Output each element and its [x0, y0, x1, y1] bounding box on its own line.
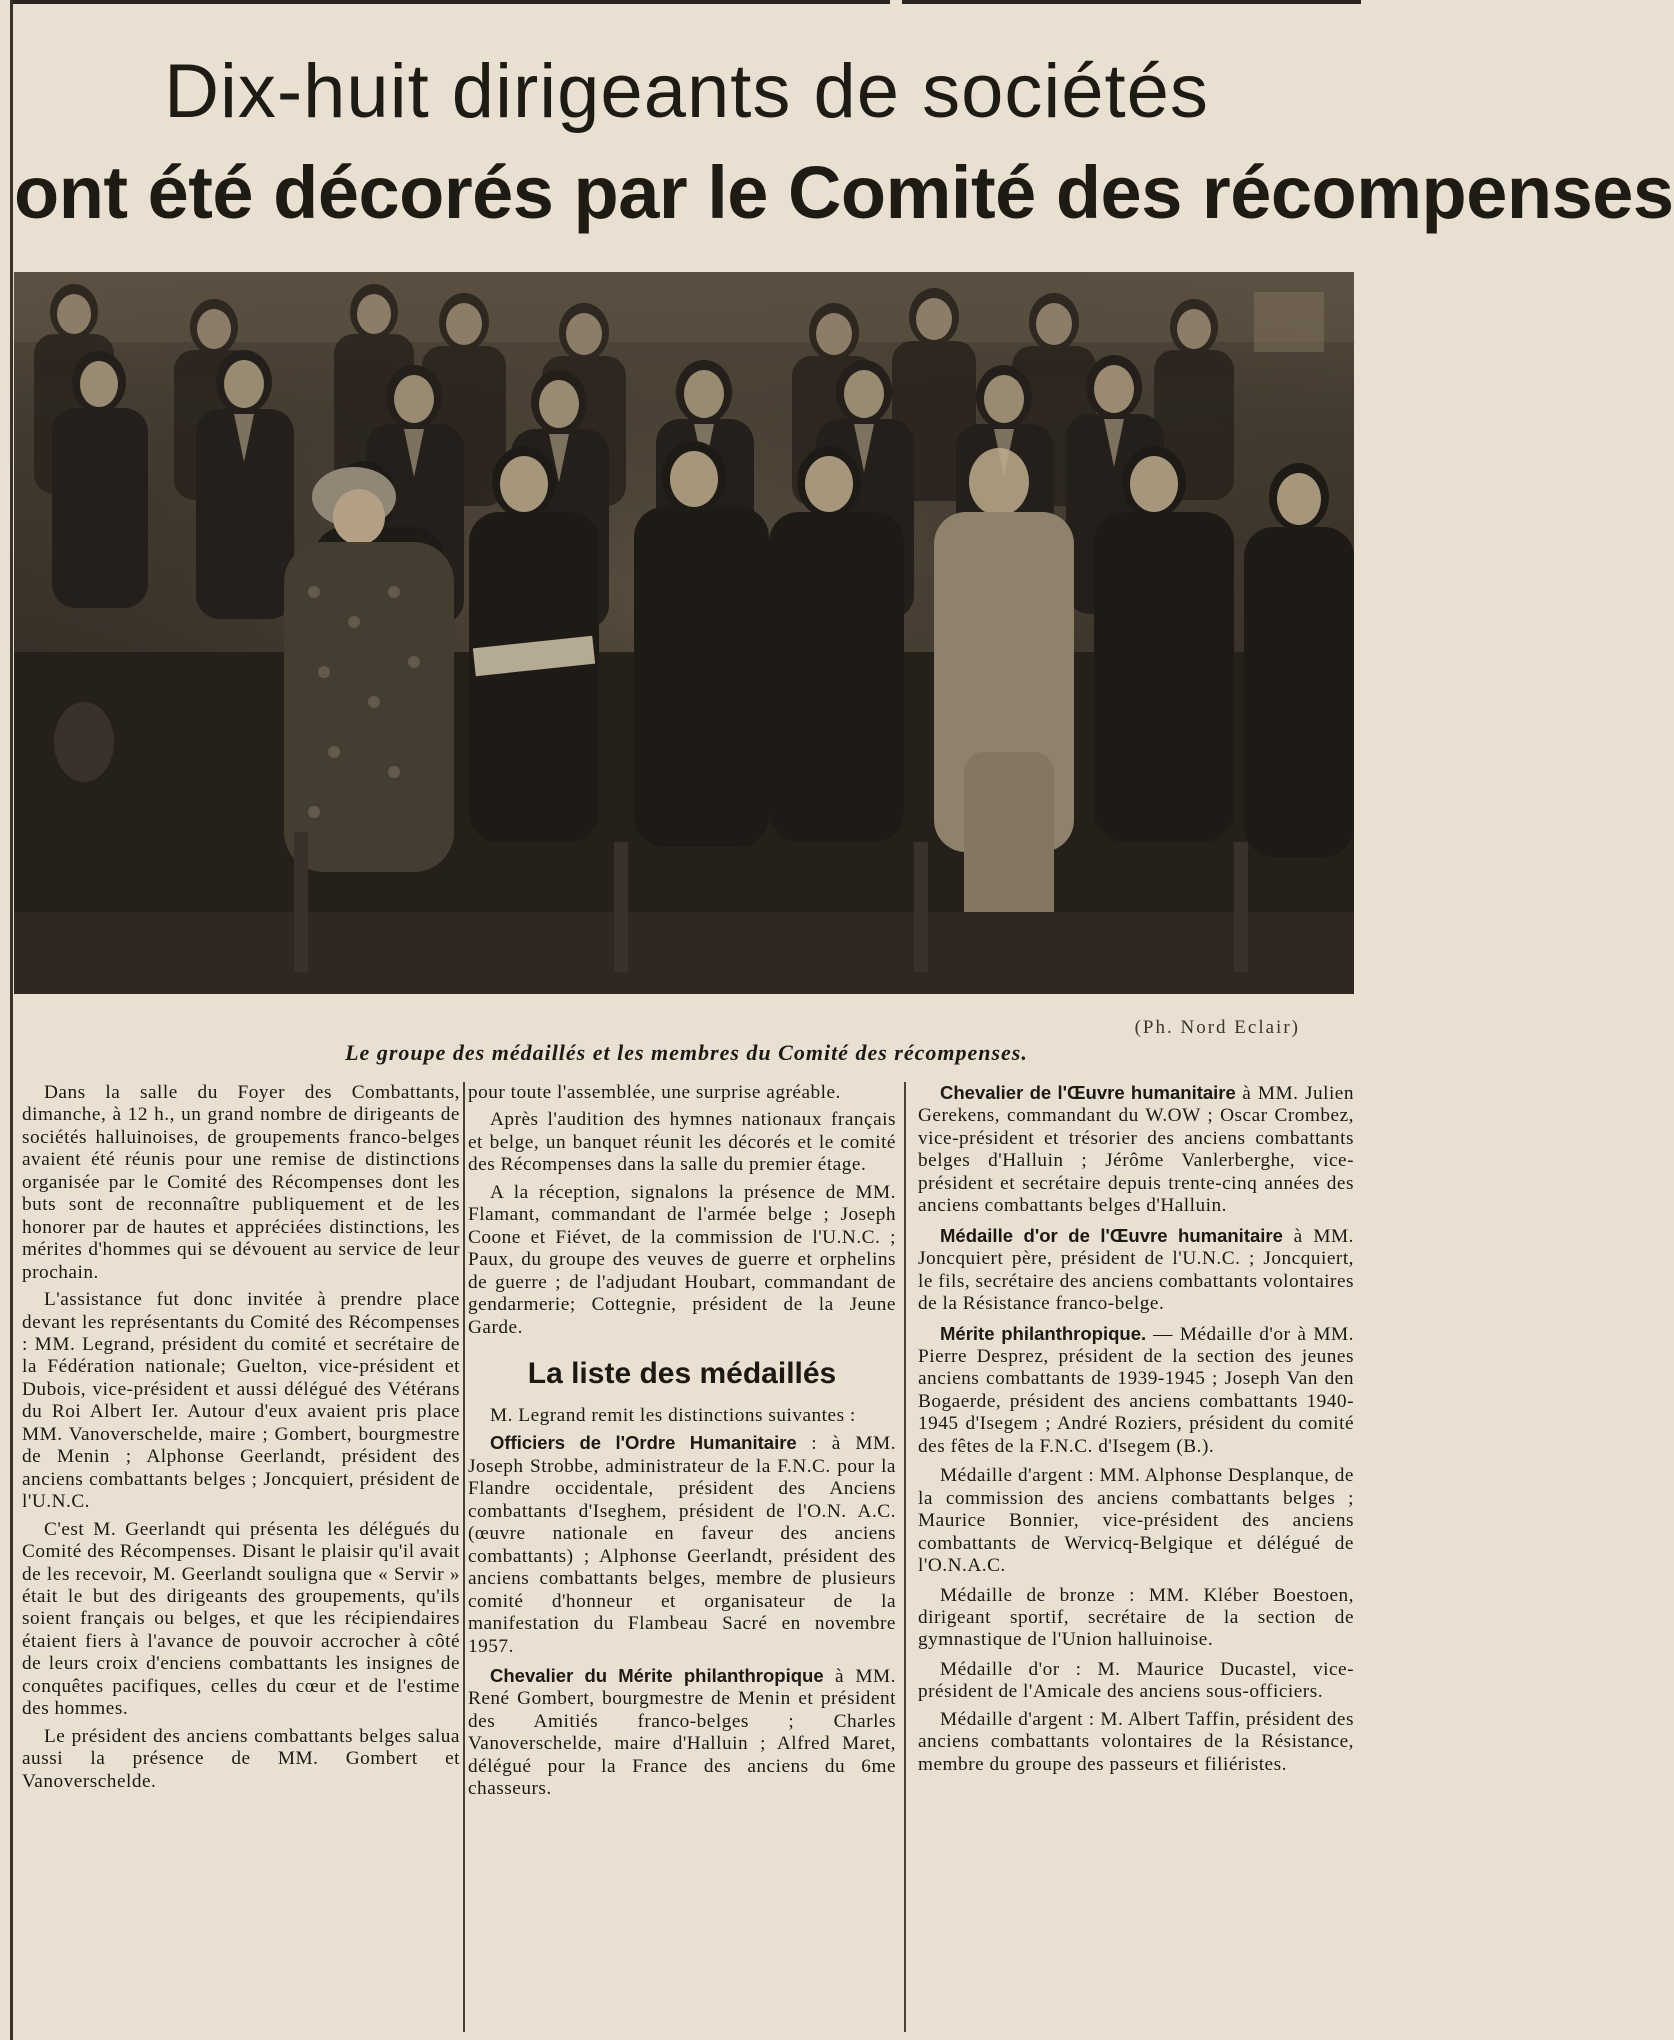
award-entry: [468, 1665, 896, 1801]
article-column-1: [22, 1082, 460, 2032]
paragraph: Médaille de bronze : MM. Kléber Boestoen, dirigeant sportif, secrétaire de la section de gymnastique de l'Union halluinoise.: [918, 1584, 1354, 1651]
award-title: Chevalier de l'Œuvre humanitaire: [940, 1082, 1236, 1103]
headline-line-1: Dix-huit dirigeants de sociétés: [164, 49, 1209, 134]
award-title: Officiers de l'Ordre Humanitaire: [490, 1432, 797, 1454]
top-rule-gap: [890, 0, 902, 6]
column-divider-2: [904, 1082, 906, 2032]
award-text: : à MM. Joseph Strobbe, administrateur de la F.N.C. pour la Flandre occidentale, président des Anciens combattants d'Iseghem, président de l'O.N. A.C. (œuvre nationale en faveur des anciens combattants) ; Alphonse Geerlandt, président des anciens combattants belges, membre de plusieurs comité d'honneur et organisateur de la manifestation du Flambeau Sacré en novembre 1957.: [468, 1433, 897, 1657]
paragraph: Dans la salle du Foyer des Combattants, dimanche, à 12 h., un grand nombre de dirigeants de sociétés halluinoises, de groupements franco-belges avaient été réunis pour une remise de distinctions organisée par le Comité des Récompenses dont les buts sont de reconnaître publiquement et de les honorer par de hautes et appréciées distinctions, les mérites d'hommes qui se dévouent au service de leur prochain.: [22, 1082, 460, 1283]
top-rule: [12, 0, 1361, 4]
group-photo: [14, 272, 1354, 994]
award-text: — Médaille d'or à MM. Pierre Desprez, président de la section des jeunes anciens combattants de 1939-1945 ; Joseph Van den Bogaerde, président des anciens combattants 1940-1945 d'Isegem ; André Roziers, président du comité des fêtes de la F.N.C. d'Isegem (B.).: [918, 1323, 1354, 1457]
paragraph: M. Legrand remit les distinctions suivantes :: [490, 1404, 856, 1426]
paragraph: A la réception, signalons la présence de MM. Flamant, commandant de l'armée belge ; Joseph Coone et Fiévet, de la commission de l'U.N.C. ; Paux, du groupe des veuves de guerre et orphelins de guerre ; de l'adjudant Houbart, commandant de gendarmerie; Cottegnie, président de la Jeune Garde.: [468, 1181, 896, 1338]
award-entry: [918, 1082, 1354, 1218]
left-rule: [10, 0, 13, 2040]
paragraph: C'est M. Geerlandt qui présenta les délégués du Comité des Récompenses. Disant le plaisir qu'il avait de les recevoir, M. Geerlandt souligna que « Servir » était le but des dirigeants des groupements, qu'ils soient français ou belges, et que les récipiendaires étaient fiers à l'avance de pouvoir accrocher à côté de leurs croix d'enciens combattants les insignes de conquêtes pacifiques, celles du cœur et de l'estime des hommes.: [22, 1518, 460, 1720]
group-photo-illustration: [14, 272, 1354, 994]
section-heading: La liste des médaillés: [527, 1356, 837, 1390]
article-column-2: [468, 1082, 896, 2032]
headline-line-2: ont été décorés par le Comité des récompenses: [14, 151, 1674, 234]
award-entry: [918, 1323, 1354, 1459]
award-text: à MM. Julien Gerekens, commandant du W.OW ; Oscar Crombez, vice-président et trésorier des anciens combattants belges d'Halluin ; Jérôme Vanlerberghe, vice-président et secrétaire depuis trente-cinq années des anciens combattants belges d'Halluin.: [918, 1083, 1354, 1217]
award-title: Chevalier du Mérite philanthropique: [490, 1664, 824, 1686]
award-entry: [918, 1225, 1354, 1316]
paragraph: Médaille d'or : M. Maurice Ducastel, vice-président de l'Amicale des anciens sous-officiers.: [918, 1658, 1354, 1703]
award-title: Mérite philanthropique.: [940, 1322, 1147, 1344]
photo-credit: (Ph. Nord Eclair): [1134, 1017, 1300, 1038]
article-column-3: [918, 1082, 1354, 2032]
paragraph: Médaille d'argent : MM. Alphonse Desplanque, de la commission des anciens combattants belges ; Maurice Bonnier, vice-président des anciens combattants de Wervicq-Belgique et délégué de l'O.N.A.C.: [918, 1465, 1354, 1577]
paragraph: Après l'audition des hymnes nationaux français et belge, un banquet réunit les décorés et le comité des Récompenses dans la salle du premier étage.: [468, 1109, 896, 1176]
paragraph: L'assistance fut donc invitée à prendre place devant les représentants du Comité des Récompenses : MM. Legrand, président du comité et secrétaire de la Fédération nationale; Guelton, vice-président et Dubois, vice-président et aussi délégué des Vétérans du Roi Albert Ier. Autour d'eux avaient pris place MM. Vanoverschelde, maire ; Gombert, bourgmestre de Menin ; Alphonse Geerlandt, président des anciens combattants belges ; Joncquiert, président de l'U.N.C.: [22, 1289, 460, 1513]
award-text: à MM. Joncquiert père, président de l'U.N.C. ; Joncquiert, le fils, secrétaire des anciens combattants volontaires de la Résistance franco-belge.: [918, 1225, 1355, 1315]
paragraph: Le président des anciens combattants belges salua aussi la présence de MM. Gombert et Vanoverschelde.: [22, 1725, 460, 1792]
award-title: Médaille d'or de l'Œuvre humanitaire: [940, 1224, 1283, 1246]
photo-caption: Le groupe des médaillés et les membres du Comité des récompenses.: [345, 1040, 1028, 1065]
paragraph: pour toute l'assemblée, une surprise agréable.: [468, 1082, 841, 1103]
column-divider-1: [463, 1082, 465, 2032]
paragraph: Médaille d'argent : M. Albert Taffin, président des anciens combattants volontaires de la Résistance, membre du groupe des passeurs et filiéristes.: [918, 1708, 1354, 1775]
award-text: à MM. René Gombert, bourgmestre de Menin et président des Amitiés franco-belges ; Charles Vanoverschelde, maire d'Halluin ; Alfred Maret, délégué pour la France des anciens du 6me chasseurs.: [468, 1665, 896, 1800]
award-entry: [468, 1432, 896, 1658]
